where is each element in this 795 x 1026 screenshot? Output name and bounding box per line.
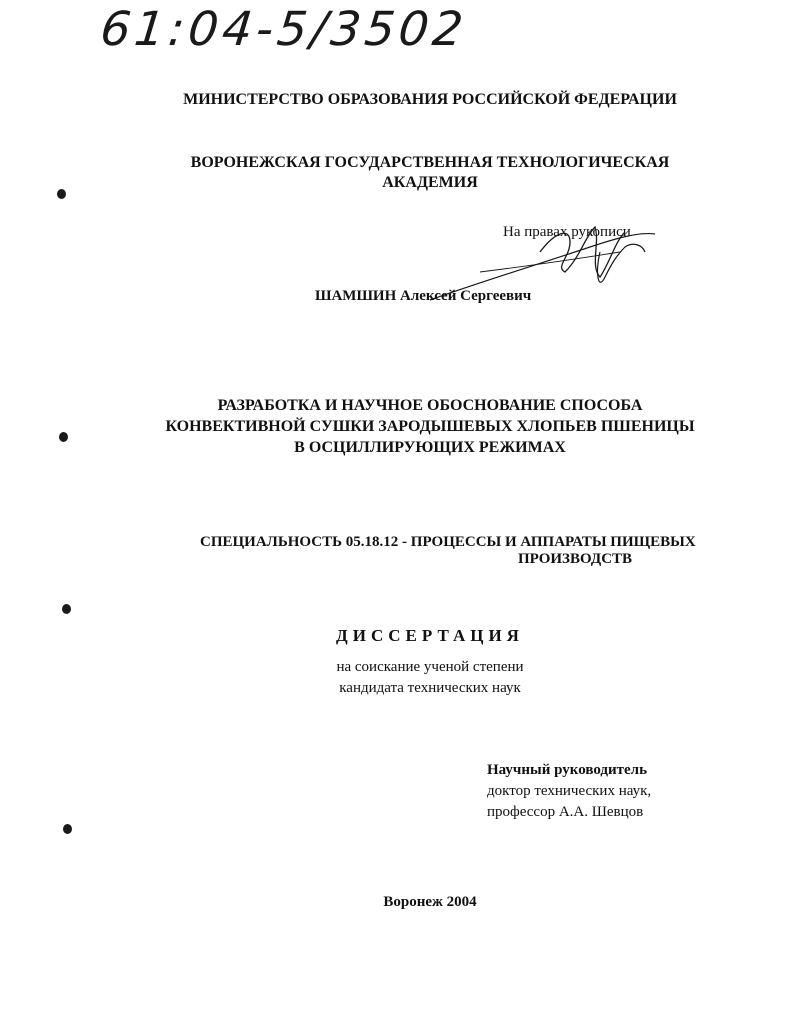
ministry-heading: МИНИСТЕРСТВО ОБРАЗОВАНИЯ РОССИЙСКОЙ ФЕДЕРАЦИИ (183, 91, 677, 108)
academy-heading-line1: ВОРОНЕЖСКАЯ ГОСУДАРСТВЕННАЯ ТЕХНОЛОГИЧЕСКАЯ (190, 154, 670, 171)
degree-line1: на соискание ученой степени (336, 659, 524, 675)
city-year: Воронеж 2004 (383, 894, 477, 910)
binding-hole-icon (63, 824, 72, 834)
advisor-degree: доктор технических наук, (487, 783, 652, 799)
dissertation-label: ДИССЕРТАЦИЯ (336, 626, 524, 645)
academy-heading-line2: АКАДЕМИЯ (382, 174, 478, 191)
degree-line2: кандидата технических наук (339, 680, 521, 696)
thesis-title-line2: КОНВЕКТИВНОЙ СУШКИ ЗАРОДЫШЕВЫХ ХЛОПЬЕВ ПШЕНИЦЫ (165, 418, 695, 435)
binding-hole-icon (59, 432, 68, 442)
advisor-name: профессор А.А. Шевцов (487, 804, 644, 820)
advisor-title: Научный руководитель (487, 762, 647, 778)
thesis-title-line1: РАЗРАБОТКА И НАУЧНОЕ ОБОСНОВАНИЕ СПОСОБА (217, 397, 643, 414)
rights-notice: На правах рукописи (503, 224, 631, 240)
specialty-line1: СПЕЦИАЛЬНОСТЬ 05.18.12 - ПРОЦЕССЫ И АППАРАТЫ ПИЩЕВЫХ (200, 534, 696, 550)
author-name: ШАМШИН Алексей Сергеевич (315, 288, 532, 304)
binding-hole-icon (57, 189, 66, 199)
thesis-title-line3: В ОСЦИЛЛИРУЮЩИХ РЕЖИМАХ (294, 439, 566, 456)
handwritten-shelfmark: 61:04-5/3502 (97, 2, 470, 57)
binding-hole-icon (62, 604, 71, 614)
specialty-line2: ПРОИЗВОДСТВ (517, 551, 633, 567)
